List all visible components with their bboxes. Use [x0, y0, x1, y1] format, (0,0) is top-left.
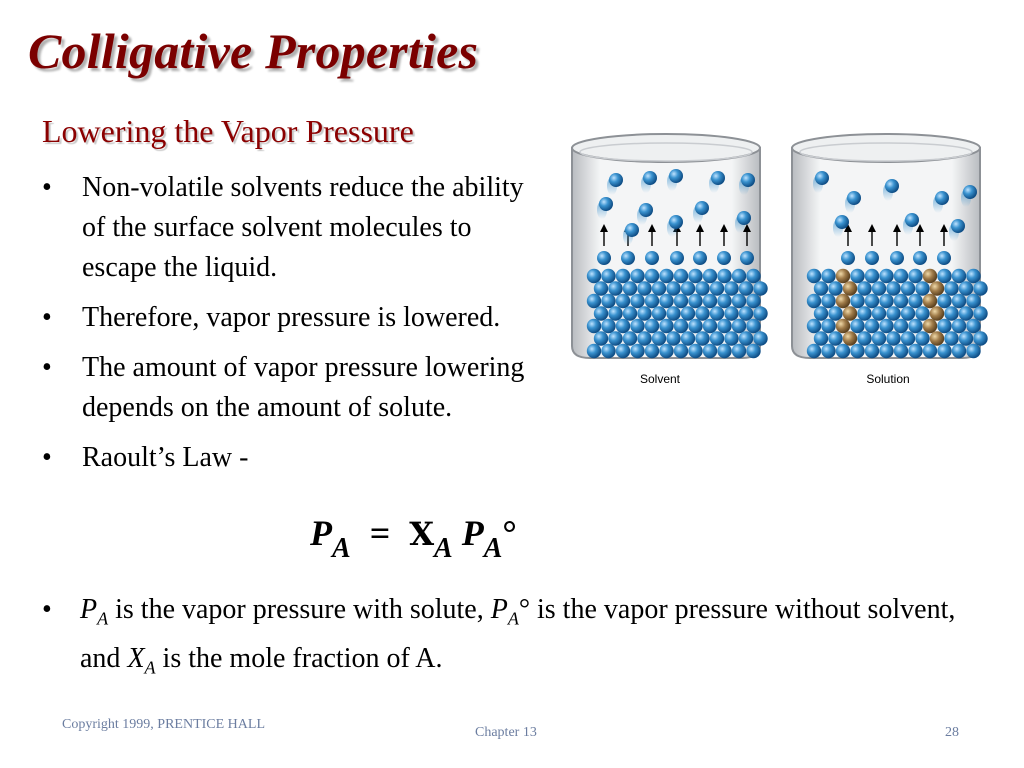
- solvent-molecule: [594, 331, 608, 345]
- formula-p: P: [461, 513, 484, 553]
- vapor-molecule: [913, 251, 927, 265]
- solvent-molecule: [959, 281, 973, 295]
- solvent-molecule: [630, 344, 644, 358]
- solvent-molecule: [637, 331, 651, 345]
- solvent-molecule: [850, 344, 864, 358]
- vapor-molecule: [890, 251, 904, 265]
- solvent-molecule: [739, 281, 753, 295]
- solvent-molecule: [623, 281, 637, 295]
- solvent-molecule: [952, 269, 966, 283]
- bullet-item: [42, 348, 542, 428]
- solvent-molecule: [937, 319, 951, 333]
- solvent-molecule: [717, 269, 731, 283]
- solvent-molecule: [937, 344, 951, 358]
- solvent-molecule: [807, 319, 821, 333]
- solvent-molecule: [681, 281, 695, 295]
- vapor-molecule: [847, 191, 861, 205]
- slide-subtitle: Lowering the Vapor Pressure: [42, 113, 414, 149]
- vapor-molecule: [639, 203, 653, 217]
- solvent-molecule: [724, 331, 738, 345]
- formula-sub: A: [434, 533, 453, 564]
- solvent-molecule: [807, 344, 821, 358]
- solvent-molecule: [908, 344, 922, 358]
- solvent-molecule: [587, 344, 601, 358]
- solvent-molecule: [973, 281, 987, 295]
- vapor-molecule: [951, 219, 965, 233]
- footer-page-number: 28: [945, 725, 959, 740]
- solvent-molecule: [630, 269, 644, 283]
- solvent-molecule: [915, 281, 929, 295]
- solvent-molecule: [879, 294, 893, 308]
- solvent-molecule: [753, 331, 767, 345]
- solvent-molecule: [674, 344, 688, 358]
- solvent-molecule: [616, 319, 630, 333]
- vapor-molecule: [693, 251, 707, 265]
- solvent-molecule: [814, 281, 828, 295]
- solute-molecule: [836, 319, 850, 333]
- solvent-molecule: [674, 294, 688, 308]
- solvent-molecule: [865, 294, 879, 308]
- solvent-molecule: [828, 331, 842, 345]
- vapor-molecule: [621, 251, 635, 265]
- solvent-molecule: [966, 319, 980, 333]
- solvent-molecule: [937, 294, 951, 308]
- solvent-molecule: [865, 319, 879, 333]
- solvent-molecule: [850, 269, 864, 283]
- solvent-molecule: [695, 306, 709, 320]
- formula-sub: A: [332, 533, 351, 564]
- solvent-molecule: [703, 294, 717, 308]
- solvent-molecule: [753, 281, 767, 295]
- solvent-molecule: [681, 306, 695, 320]
- solvent-molecule: [901, 331, 915, 345]
- vapor-molecule: [841, 251, 855, 265]
- solvent-molecule: [732, 319, 746, 333]
- vapor-molecule: [963, 185, 977, 199]
- solvent-molecule: [836, 344, 850, 358]
- vapor-molecule: [937, 251, 951, 265]
- vapor-molecule: [741, 173, 755, 187]
- solvent-molecule: [608, 331, 622, 345]
- solvent-molecule: [966, 294, 980, 308]
- solvent-molecule: [637, 306, 651, 320]
- solute-molecule: [930, 306, 944, 320]
- solvent-molecule: [645, 344, 659, 358]
- solute-molecule: [923, 269, 937, 283]
- solvent-molecule: [944, 306, 958, 320]
- solvent-molecule: [623, 306, 637, 320]
- solvent-molecule: [674, 319, 688, 333]
- solute-molecule: [923, 294, 937, 308]
- solvent-molecule: [630, 319, 644, 333]
- solvent-molecule: [637, 281, 651, 295]
- solute-molecule: [843, 281, 857, 295]
- solvent-molecule: [879, 344, 893, 358]
- solvent-molecule: [695, 281, 709, 295]
- solvent-molecule: [717, 319, 731, 333]
- solvent-molecule: [594, 281, 608, 295]
- solvent-molecule: [703, 319, 717, 333]
- solvent-molecule: [710, 331, 724, 345]
- vapor-molecule: [669, 215, 683, 229]
- solvent-molecule: [746, 344, 760, 358]
- formula-equals: =: [369, 513, 391, 553]
- vapor-molecule: [609, 173, 623, 187]
- solution-beaker: [792, 134, 988, 358]
- solvent-molecule: [717, 294, 731, 308]
- bullet-text: The amount of vapor pressure lowering depends on the amount of solute.: [82, 352, 525, 423]
- solvent-molecule: [681, 331, 695, 345]
- solvent-molecule: [894, 344, 908, 358]
- solvent-molecule: [630, 294, 644, 308]
- solvent-molecule: [666, 281, 680, 295]
- solvent-molecule: [587, 294, 601, 308]
- solvent-molecule: [807, 294, 821, 308]
- solvent-molecule: [659, 294, 673, 308]
- solvent-molecule: [666, 306, 680, 320]
- bullet-text: Non-volatile solvents reduce the ability of the surface solvent molecules to escape the liquid.: [82, 172, 524, 283]
- solvent-molecule: [894, 319, 908, 333]
- solvent-molecule: [908, 269, 922, 283]
- solvent-molecule: [894, 294, 908, 308]
- vapor-pressure-figure: [560, 118, 990, 398]
- solvent-molecule: [659, 269, 673, 283]
- solute-molecule: [930, 331, 944, 345]
- bullet-text: Raoult’s Law -: [82, 442, 249, 473]
- solvent-molecule: [937, 269, 951, 283]
- solvent-molecule: [732, 294, 746, 308]
- solvent-molecule: [688, 319, 702, 333]
- footer-chapter: Chapter 13: [475, 725, 537, 740]
- definition-part: is the mole fraction of A.: [155, 642, 443, 674]
- vapor-molecule: [740, 251, 754, 265]
- var-x: X: [127, 642, 145, 674]
- solvent-molecule: [879, 319, 893, 333]
- solvent-molecule: [724, 281, 738, 295]
- bullet-list: [42, 168, 542, 488]
- solvent-molecule: [865, 269, 879, 283]
- var-sub: A: [144, 657, 156, 678]
- solvent-molecule: [739, 331, 753, 345]
- solvent-molecule: [821, 294, 835, 308]
- solvent-molecule: [915, 331, 929, 345]
- solvent-molecule: [821, 319, 835, 333]
- solvent-molecule: [645, 319, 659, 333]
- solvent-beaker: [572, 134, 768, 358]
- solvent-molecule: [688, 294, 702, 308]
- var-sub: A: [507, 608, 519, 629]
- vapor-molecule: [669, 169, 683, 183]
- var-p: P: [80, 594, 98, 625]
- solvent-molecule: [587, 319, 601, 333]
- solute-molecule: [843, 331, 857, 345]
- vapor-molecule: [643, 171, 657, 185]
- solvent-molecule: [901, 306, 915, 320]
- vapor-molecule: [835, 215, 849, 229]
- vapor-molecule: [737, 211, 751, 225]
- footer-copyright: Copyright 1999, PRENTICE HALL: [62, 717, 265, 732]
- solvent-molecule: [850, 294, 864, 308]
- solvent-molecule: [828, 306, 842, 320]
- solvent-molecule: [915, 306, 929, 320]
- solvent-molecule: [886, 306, 900, 320]
- solvent-molecule: [944, 331, 958, 345]
- solvent-molecule: [703, 269, 717, 283]
- solvent-molecule: [623, 331, 637, 345]
- solvent-molecule: [944, 281, 958, 295]
- vapor-molecule: [645, 251, 659, 265]
- formula-degree: °: [502, 513, 517, 553]
- vapor-molecule: [717, 251, 731, 265]
- vapor-molecule: [905, 213, 919, 227]
- solvent-molecule: [959, 306, 973, 320]
- solvent-molecule: [717, 344, 731, 358]
- solvent-molecule: [952, 294, 966, 308]
- vapor-molecule: [695, 201, 709, 215]
- solvent-molecule: [601, 269, 615, 283]
- definition-part: ° is the vapor pressure without solvent, and: [80, 594, 956, 674]
- bullet-item: [42, 438, 542, 478]
- solvent-molecule: [739, 306, 753, 320]
- solvent-molecule: [659, 344, 673, 358]
- solvent-molecule: [886, 331, 900, 345]
- solvent-molecule: [616, 294, 630, 308]
- solute-molecule: [923, 319, 937, 333]
- solvent-molecule: [973, 306, 987, 320]
- solvent-molecule: [966, 344, 980, 358]
- solvent-molecule: [587, 269, 601, 283]
- solvent-molecule: [601, 344, 615, 358]
- vapor-molecule: [599, 197, 613, 211]
- solution-label: Solution: [866, 372, 910, 386]
- slide-title: Colligative Properties: [28, 23, 479, 79]
- solvent-molecule: [652, 331, 666, 345]
- solvent-molecule: [821, 344, 835, 358]
- vapor-molecule: [625, 223, 639, 237]
- solvent-molecule: [724, 306, 738, 320]
- vapor-molecule: [815, 171, 829, 185]
- definition-bullet: [42, 590, 962, 687]
- bullet-dot: •: [42, 302, 52, 333]
- solvent-molecule: [732, 344, 746, 358]
- solvent-molecule: [746, 319, 760, 333]
- formula-chi: X: [409, 515, 435, 553]
- solvent-molecule: [865, 344, 879, 358]
- solvent-molecule: [857, 281, 871, 295]
- bullet-dot: •: [42, 594, 52, 625]
- solvent-molecule: [645, 269, 659, 283]
- solvent-molecule: [872, 306, 886, 320]
- solvent-label: Solvent: [639, 372, 681, 386]
- bullet-dot: •: [42, 352, 52, 383]
- solute-molecule: [930, 281, 944, 295]
- solvent-molecule: [695, 331, 709, 345]
- vapor-molecule: [935, 191, 949, 205]
- solvent-molecule: [688, 269, 702, 283]
- solvent-molecule: [616, 269, 630, 283]
- solvent-molecule: [814, 331, 828, 345]
- vapor-molecule: [865, 251, 879, 265]
- solvent-molecule: [674, 269, 688, 283]
- solvent-molecule: [594, 306, 608, 320]
- solvent-molecule: [908, 294, 922, 308]
- bullet-item: [42, 168, 542, 288]
- bullet-dot: •: [42, 172, 52, 203]
- formula-sub: A: [483, 533, 503, 564]
- formula-p: P: [310, 513, 332, 553]
- solvent-molecule: [601, 319, 615, 333]
- solvent-molecule: [966, 269, 980, 283]
- solvent-molecule: [850, 319, 864, 333]
- solvent-molecule: [821, 269, 835, 283]
- solvent-molecule: [857, 331, 871, 345]
- solvent-molecule: [608, 306, 622, 320]
- bullet-item: [42, 298, 542, 338]
- solute-molecule: [843, 306, 857, 320]
- solvent-molecule: [894, 269, 908, 283]
- solvent-molecule: [753, 306, 767, 320]
- solvent-molecule: [746, 294, 760, 308]
- solvent-molecule: [652, 281, 666, 295]
- solvent-molecule: [879, 269, 893, 283]
- var-sub: A: [97, 608, 109, 629]
- solvent-molecule: [952, 344, 966, 358]
- solute-molecule: [836, 269, 850, 283]
- solvent-molecule: [666, 331, 680, 345]
- definition-text: [42, 590, 962, 687]
- solvent-molecule: [828, 281, 842, 295]
- vapor-molecule: [597, 251, 611, 265]
- solvent-molecule: [688, 344, 702, 358]
- solvent-molecule: [601, 294, 615, 308]
- solvent-molecule: [608, 281, 622, 295]
- definition-part: is the vapor pressure with solute,: [108, 594, 491, 625]
- bullet-text: Therefore, vapor pressure is lowered.: [82, 302, 501, 333]
- raoults-law-formula: [310, 512, 517, 564]
- solvent-molecule: [807, 269, 821, 283]
- solvent-molecule: [923, 344, 937, 358]
- solvent-molecule: [959, 331, 973, 345]
- solvent-molecule: [886, 281, 900, 295]
- solvent-molecule: [703, 344, 717, 358]
- solvent-molecule: [710, 281, 724, 295]
- solvent-molecule: [872, 281, 886, 295]
- solvent-molecule: [616, 344, 630, 358]
- solvent-molecule: [652, 306, 666, 320]
- solvent-molecule: [908, 319, 922, 333]
- bullet-dot: •: [42, 442, 52, 473]
- solvent-molecule: [857, 306, 871, 320]
- var-p: P: [490, 594, 508, 625]
- solvent-molecule: [732, 269, 746, 283]
- solvent-molecule: [710, 306, 724, 320]
- solvent-molecule: [901, 281, 915, 295]
- vapor-molecule: [711, 171, 725, 185]
- solvent-molecule: [814, 306, 828, 320]
- solvent-molecule: [952, 319, 966, 333]
- solvent-molecule: [645, 294, 659, 308]
- solvent-molecule: [973, 331, 987, 345]
- vapor-molecule: [885, 179, 899, 193]
- solute-molecule: [836, 294, 850, 308]
- solvent-molecule: [746, 269, 760, 283]
- solvent-molecule: [872, 331, 886, 345]
- solvent-molecule: [659, 319, 673, 333]
- vapor-molecule: [670, 251, 684, 265]
